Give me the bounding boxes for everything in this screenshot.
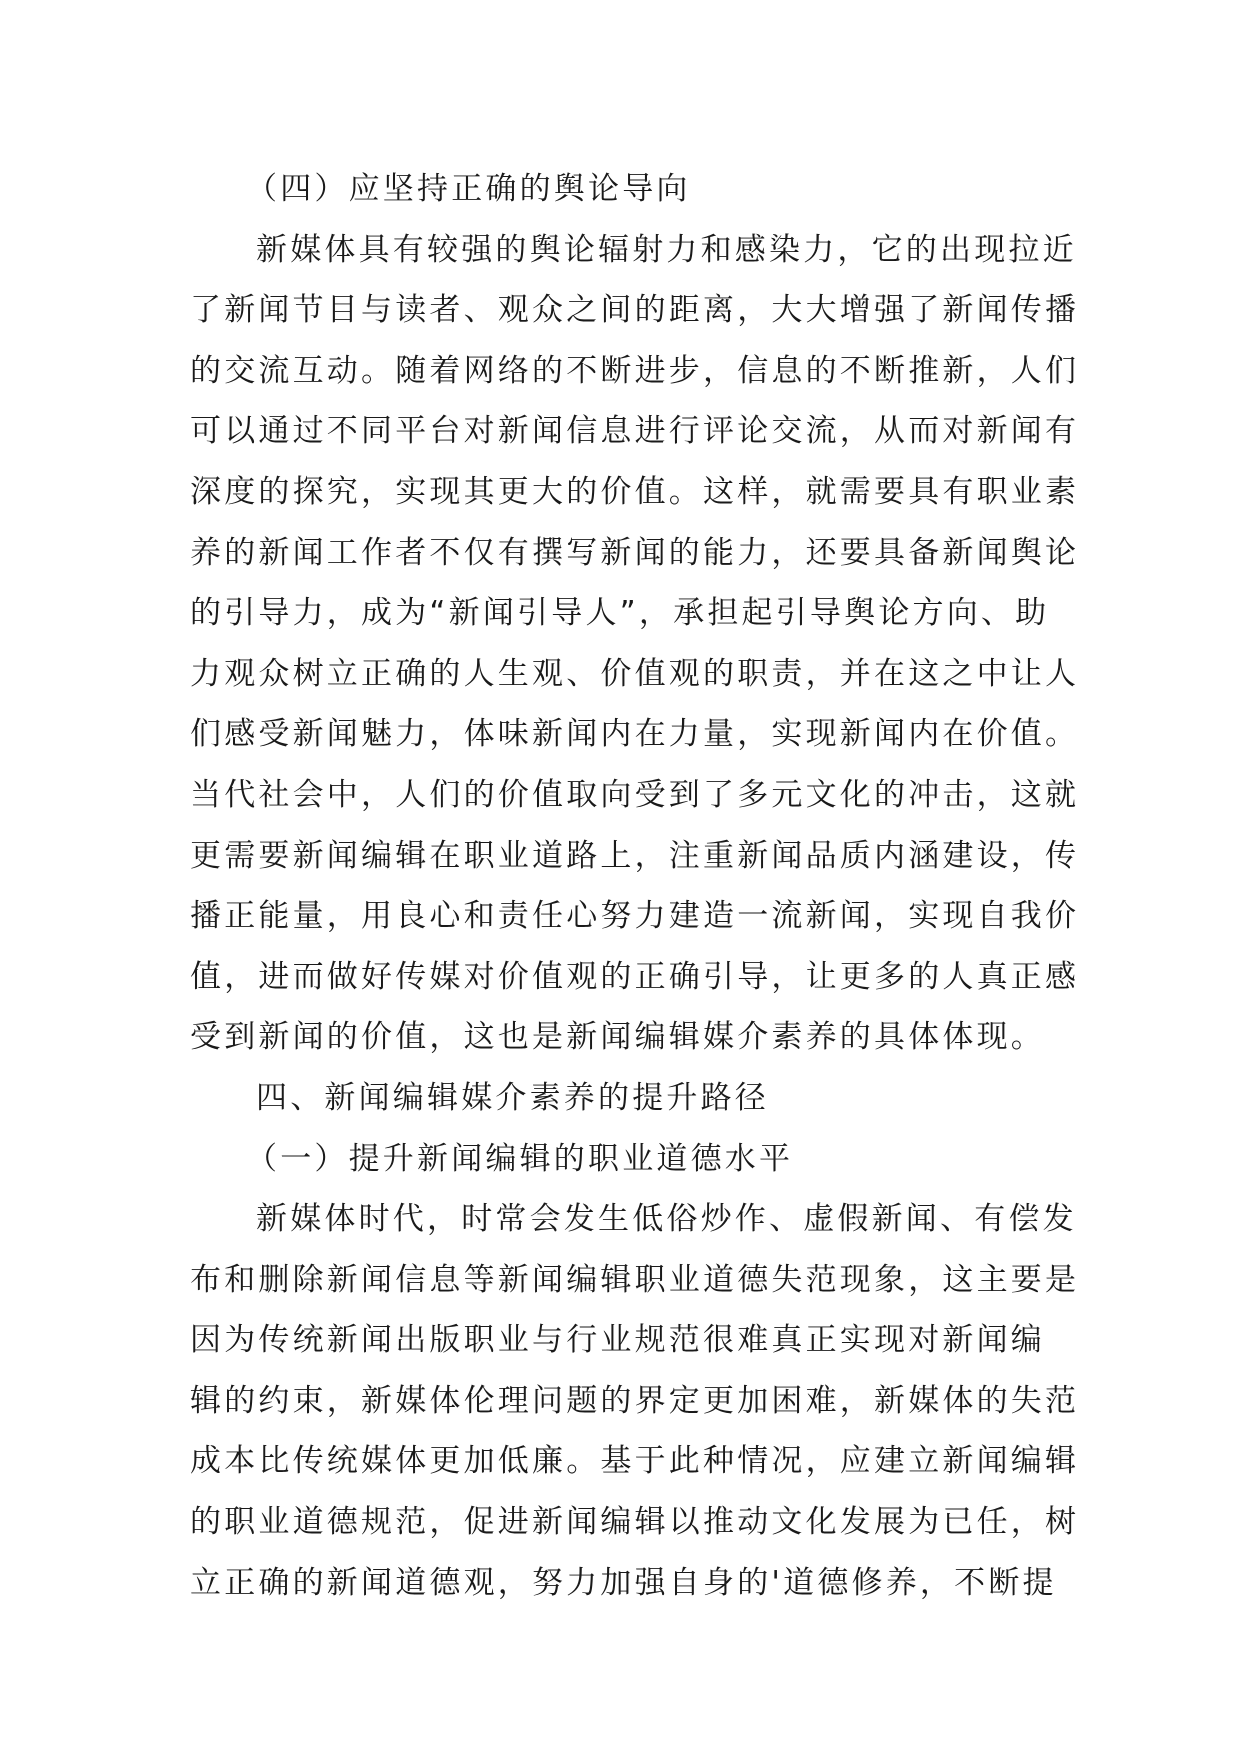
paragraph-line: 立正确的新闻道德观，努力加强自身的'道德修养，不断提 [190, 1564, 1057, 1601]
paragraph-line: 们感受新闻魅力，体味新闻内在力量，实现新闻内在价值。 [190, 716, 1080, 753]
paragraph-line: 因为传统新闻出版职业与行业规范很难真正实现对新闻编 [190, 1322, 1045, 1359]
paragraph-line: 当代社会中，人们的价值取向受到了多元文化的冲击，这就 [190, 776, 1080, 813]
paragraph-line: 深度的探究，实现其更大的价值。这样，就需要具有职业素 [190, 473, 1080, 510]
paragraph-line: 值，进而做好传媒对价值观的正确引导，让更多的人真正感 [190, 958, 1080, 995]
paragraph-line: 可以通过不同平台对新闻信息进行评论交流，从而对新闻有 [190, 413, 1080, 450]
paragraph-line: 新媒体具有较强的舆论辐射力和感染力，它的出现拉近 [256, 231, 1077, 268]
paragraph-line: 了新闻节目与读者、观众之间的距离，大大增强了新闻传播 [190, 292, 1080, 329]
paragraph-line: 播正能量，用良心和责任心努力建造一流新闻，实现自我价 [190, 898, 1080, 935]
paragraph-line: 新媒体时代，时常会发生低俗炒作、虚假新闻、有偿发 [256, 1201, 1077, 1238]
document-body [190, 159, 1080, 1613]
paragraph-line: 布和删除新闻信息等新闻编辑职业道德失范现象，这主要是 [190, 1261, 1080, 1298]
paragraph-line: 养的新闻工作者不仅有撰写新闻的能力，还要具备新闻舆论 [190, 534, 1080, 571]
paragraph-line: 辑的约束，新媒体伦理问题的界定更加困难，新媒体的失范 [190, 1382, 1080, 1419]
paragraph-line: 的交流互动。随着网络的不断进步，信息的不断推新，人们 [190, 352, 1080, 389]
paragraph-line: 成本比传统媒体更加低廉。基于此种情况，应建立新闻编辑 [190, 1443, 1080, 1480]
section-heading: （四）应坚持正确的舆论导向 [246, 171, 691, 207]
subsection-heading: （一）提升新闻编辑的职业道德水平 [246, 1140, 794, 1177]
paragraph-line: 的引导力，成为“新闻引导人”，承担起引导舆论方向、助 [190, 595, 1050, 632]
paragraph-line: 的职业道德规范，促进新闻编辑以推动文化发展为已任，树 [190, 1504, 1080, 1541]
paragraph-line: 受到新闻的价值，这也是新闻编辑媒介素养的具体体现。 [190, 1019, 1045, 1056]
paragraph-line: 力观众树立正确的人生观、价值观的职责，并在这之中让人 [190, 655, 1080, 692]
paragraph-line: 更需要新闻编辑在职业道路上，注重新闻品质内涵建设，传 [190, 837, 1080, 874]
section-heading: 四、新闻编辑媒介素养的提升路径 [256, 1079, 769, 1116]
